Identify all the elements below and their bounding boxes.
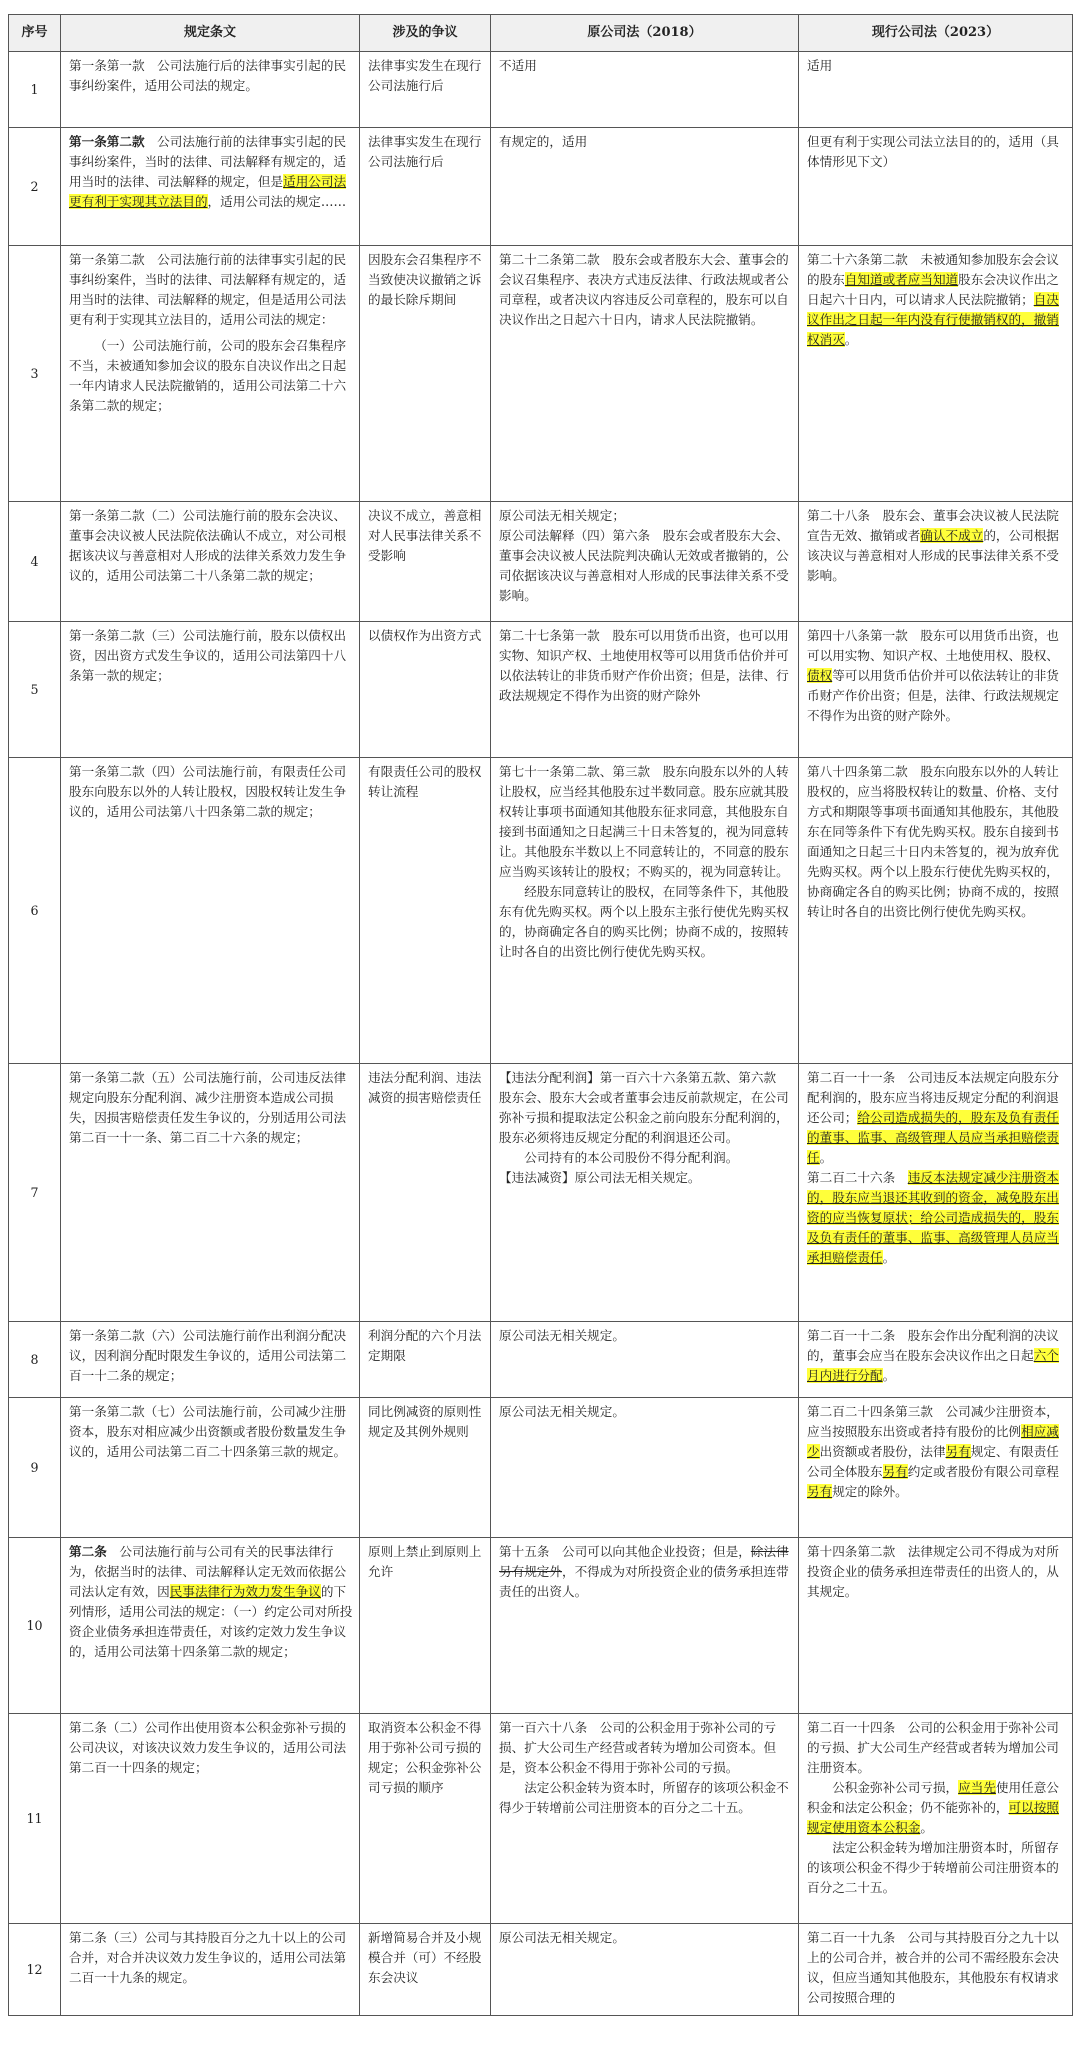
- row-number: 5: [9, 622, 61, 758]
- row-number: 11: [9, 1714, 61, 1924]
- provision-cell: [61, 246, 360, 502]
- old-law-text: ，不得成为对所投资企业的债务承担连带责任的出资人。: [499, 1564, 789, 1599]
- table-row: [9, 502, 1073, 622]
- new-law-highlight: 债权: [807, 668, 833, 683]
- new-law-text: 使用任意公积金和法定公积金；仍不能弥补的，: [807, 1780, 1059, 1815]
- table-row: [9, 1924, 1073, 2016]
- new-law-highlight: 另有: [807, 1484, 833, 1499]
- header-new-law: 现行公司法（2023）: [799, 15, 1073, 52]
- dispute-cell: 利润分配的六个月法定期限: [360, 1322, 491, 1398]
- new-law-highlight: 自决议作出之日起一年内没有行使撤销权的，撤销权消灭: [807, 292, 1059, 347]
- provision-highlight: 民事法律行为效力发生争议: [169, 1584, 321, 1599]
- new-law-highlight: 确认不成立: [920, 528, 984, 543]
- new-law-text: 第二百二十四条第三款 公司减少注册资本，应当按照股东出资或者持有股份的比例: [807, 1404, 1059, 1439]
- new-law-text: 第四十八条第一款 股东可以用货币出资，也可以用实物、知识产权、土地使用权、股权、: [807, 628, 1059, 663]
- old-law-text: 第七十一条第二款、第三款 股东向股东以外的人转让股权，应当经其他股东过半数同意。股东应就其股权转让事项书面通知其他股东征求同意，其他股东自接到书面通知之日起满三十日未答复的，视为同意转让。其他股东半数以上不同意转让的，不同意的股东应当购买该转让的股权；不购买的，视为同意转让。: [499, 764, 789, 879]
- new-law-cell: [799, 246, 1073, 502]
- old-law-strikethrough: 除法律另有规定外: [499, 1544, 789, 1579]
- row-number: 6: [9, 758, 61, 1064]
- row-number: 7: [9, 1064, 61, 1322]
- dispute-cell: 原则上禁止到原则上允许: [360, 1538, 491, 1714]
- old-law-text: 【违法减资】原公司法无相关规定。: [499, 1170, 701, 1185]
- new-law-text: 。: [920, 1820, 933, 1835]
- provision-cell: 第一条第二款（五）公司法施行前，公司违反法律规定向股东分配利润、减少注册资本造成公司损失，因损害赔偿责任发生争议的，分别适用公司法第二百一十一条、第二百二十六条的规定；: [61, 1064, 360, 1322]
- comparison-table: [8, 14, 1073, 2016]
- old-law-cell: [491, 502, 799, 622]
- provision-cell: 第二条（三）公司与其持股百分之九十以上的公司合并，对合并决议效力发生争议的，适用公司法第二百一十九条的规定。: [61, 1924, 360, 2016]
- old-law-cell: 原公司法无相关规定。: [491, 1398, 799, 1538]
- new-law-cell: 但更有利于实现公司法立法目的的，适用（具体情形见下文）: [799, 128, 1073, 246]
- new-law-text: 的，公司根据该决议与善意相对人形成的民事法律关系不受影响。: [807, 528, 1059, 583]
- new-law-text: 第二百二十六条: [807, 1170, 908, 1185]
- dispute-cell: 决议不成立，善意相对人民事法律关系不受影响: [360, 502, 491, 622]
- header-dispute: 涉及的争议: [360, 15, 491, 52]
- table-row: [9, 1322, 1073, 1398]
- provision-text: 第一条第二款 公司法施行前的法律事实引起的民事纠纷案件，当时的法律、司法解释有规定的，适用当时的法律、司法解释的规定，但是适用公司法更有利于实现其立法目的，适用公司法的规定：: [69, 252, 347, 327]
- row-number: 1: [9, 52, 61, 128]
- provision-cell: 第一条第二款（二）公司法施行前的股东会决议、董事会决议被人民法院依法确认不成立，对公司根据该决议与善意相对人形成的法律关系效力发生争议的，适用公司法第二十八条第二款的规定；: [61, 502, 360, 622]
- old-law-cell: 第二十二条第二款 股东会或者股东大会、董事会的会议召集程序、表决方式违反法律、行政法规或者公司章程，或者决议内容违反公司章程的，股东可以自决议作出之日起六十日内，请求人民法院撤销。: [491, 246, 799, 502]
- dispute-cell: 法律事实发生在现行公司法施行后: [360, 128, 491, 246]
- old-law-cell: [491, 1538, 799, 1714]
- old-law-cell: 不适用: [491, 52, 799, 128]
- old-law-cell: 有规定的，适用: [491, 128, 799, 246]
- new-law-highlight: 给公司造成损失的，股东及负有责任的董事、监事、高级管理人员应当承担赔偿责任: [807, 1110, 1059, 1165]
- new-law-cell: [799, 622, 1073, 758]
- new-law-cell: [799, 1064, 1073, 1322]
- new-law-text: 第二十六条第二款 未被通知参加股东会会议的股东: [807, 252, 1059, 287]
- new-law-text: 。: [819, 1150, 833, 1165]
- new-law-text: 法定公积金转为增加注册资本时，所留存的该项公积金不得少于转增前公司注册资本的百分之二十五。: [807, 1840, 1059, 1895]
- header-provision: 规定条文: [61, 15, 360, 52]
- new-law-cell: 适用: [799, 52, 1073, 128]
- dispute-cell: 违法分配利润、违法减资的损害赔偿责任: [360, 1064, 491, 1322]
- new-law-text: 出资额或者股份，法律: [819, 1444, 946, 1459]
- old-law-cell: [491, 758, 799, 1064]
- table-row: [9, 758, 1073, 1064]
- row-number: 2: [9, 128, 61, 246]
- old-law-text: 第一百六十八条 公司的公积金用于弥补公司的亏损、扩大公司生产经营或者转为增加公司资本。但是，资本公积金不得用于弥补公司的亏损。: [499, 1720, 777, 1775]
- dispute-cell: 法律事实发生在现行公司法施行后: [360, 52, 491, 128]
- header-old-law: 原公司法（2018）: [491, 15, 799, 52]
- new-law-text: 约定或者股份有限公司章程: [907, 1464, 1059, 1479]
- provision-cell: [61, 128, 360, 246]
- provision-cell: 第一条第二款（四）公司法施行前，有限责任公司股东向股东以外的人转让股权，因股权转让发生争议的，适用公司法第八十四条第二款的规定；: [61, 758, 360, 1064]
- old-law-text: 第十五条 公司可以向其他企业投资；但是，: [499, 1544, 751, 1559]
- provision-bold: 第一条第二款: [69, 134, 145, 149]
- new-law-text: 第二十八条 股东会、董事会决议被人民法院宣告无效、撤销或者: [807, 508, 1059, 543]
- new-law-text: 第二百一十四条 公司的公积金用于弥补公司的亏损、扩大公司生产经营或者转为增加公司注册资本。: [807, 1720, 1059, 1775]
- new-law-cell: [799, 1398, 1073, 1538]
- new-law-highlight: 可以按照规定使用资本公积金: [807, 1800, 1059, 1835]
- new-law-text: 规定、有限责任公司全体股东: [807, 1444, 1059, 1479]
- old-law-text: 法定公积金转为资本时，所留存的该项公积金不得少于转增前公司注册资本的百分之二十五。: [499, 1780, 789, 1815]
- new-law-highlight: 应当先: [958, 1780, 996, 1795]
- provision-cell: 第一条第二款（三）公司法施行前，股东以债权出资，因出资方式发生争议的，适用公司法第四十八条第一款的规定；: [61, 622, 360, 758]
- new-law-cell: [799, 1322, 1073, 1398]
- new-law-text: 第二百一十二条 股东会作出分配利润的决议的，董事会应当在股东会决议作出之日起: [807, 1328, 1059, 1363]
- provision-cell: 第二条（二）公司作出使用资本公积金弥补亏损的公司决议，对该决议效力发生争议的，适用公司法第二百一十四条的规定；: [61, 1714, 360, 1924]
- new-law-highlight: 违反本法规定减少注册资本的，股东应当退还其收到的资金，减免股东出资的应当恢复原状；给公司造成损失的，股东及负有责任的董事、监事、高级管理人员应当承担赔偿责任: [807, 1170, 1059, 1265]
- row-number: 4: [9, 502, 61, 622]
- table-row: [9, 246, 1073, 502]
- old-law-cell: 原公司法无相关规定。: [491, 1924, 799, 2016]
- row-number: 8: [9, 1322, 61, 1398]
- new-law-text: 规定的除外。: [832, 1484, 908, 1499]
- old-law-text: 公司持有的本公司股份不得分配利润。: [524, 1150, 739, 1165]
- old-law-text: 【违法分配利润】第一百六十六条第五款、第六款 股东会、股东大会或者董事会违反前款规定，在公司弥补亏损和提取法定公积金之前向股东分配利润的，股东必须将违反规定分配的利润退还公司。: [499, 1070, 789, 1145]
- dispute-cell: 新增简易合并及小规模合并（可）不经股东会决议: [360, 1924, 491, 2016]
- new-law-highlight: 自知道或者应当知道: [844, 272, 959, 287]
- new-law-cell: [799, 1714, 1073, 1924]
- provision-cell: 第一条第二款（六）公司法施行前作出利润分配决议，因利润分配时限发生争议的，适用公司法第二百一十二条的规定；: [61, 1322, 360, 1398]
- new-law-text: 。: [882, 1250, 896, 1265]
- new-law-highlight: 另有: [882, 1464, 908, 1479]
- new-law-text: 公积金弥补公司亏损，: [832, 1780, 959, 1795]
- provision-text: 公司法施行前与公司有关的民事法律行为，依据当时的法律、司法解释认定无效而依据公司法认定有效，因: [69, 1544, 347, 1599]
- table-header-row: [9, 15, 1073, 52]
- old-law-cell: [491, 1064, 799, 1322]
- dispute-cell: 有限责任公司的股权转让流程: [360, 758, 491, 1064]
- new-law-highlight: 相应减少: [807, 1424, 1059, 1459]
- dispute-cell: 以债权作为出资方式: [360, 622, 491, 758]
- old-law-text: 原公司法无相关规定；: [499, 508, 625, 523]
- table-row: [9, 1714, 1073, 1924]
- table-row: [9, 1538, 1073, 1714]
- old-law-cell: [491, 1714, 799, 1924]
- new-law-text: 。: [882, 1368, 896, 1383]
- new-law-cell: 第八十四条第二款 股东向股东以外的人转让股权的，应当将股权转让的数量、价格、支付方式和期限等事项书面通知其他股东，其他股东在同等条件下有优先购买权。股东自接到书面通知之日起三十日内未答复的，视为放弃优先购买权。两个以上股东行使优先购买权的，协商确定各自的购买比例；协商不成的，按照转让时各自的出资比例行使优先购买权。: [799, 758, 1073, 1064]
- new-law-text: 。: [844, 332, 858, 347]
- new-law-text: 股东会决议作出之日起六十日内，可以请求人民法院撤销；: [807, 272, 1059, 307]
- new-law-text: 等可以用货币估价并可以依法转让的非货币财产作价出资；但是，法律、行政法规规定不得作为出资的财产除外。: [807, 668, 1059, 723]
- provision-text: ，适用公司法的规定……: [207, 194, 347, 209]
- provision-text: 的下列情形，适用公司法的规定：（一）约定公司对所投资企业债务承担连带责任，对该约定效力发生争议的，适用公司法第十四条第二款的规定；: [69, 1584, 353, 1659]
- new-law-text: 第二百一十一条 公司违反本法规定向股东分配利润的，股东应当将违反规定分配的利润退还公司；: [807, 1070, 1059, 1125]
- row-number: 9: [9, 1398, 61, 1538]
- row-number: 3: [9, 246, 61, 502]
- new-law-cell: 第二百一十九条 公司与其持股百分之九十以上的公司合并，被合并的公司不需经股东会决议，但应当通知其他股东，其他股东有权请求公司按照合理的: [799, 1924, 1073, 2016]
- old-law-text: 原公司法解释（四）第六条 股东会或者股东大会、董事会决议被人民法院判决确认无效或者撤销的，公司依据该决议与善意相对人形成的民事法律关系不受影响。: [499, 528, 789, 603]
- new-law-highlight: 六个月内进行分配: [807, 1348, 1059, 1383]
- dispute-cell: 因股东会召集程序不当致使决议撤销之诉的最长除斥期间: [360, 246, 491, 502]
- old-law-cell: 第二十七条第一款 股东可以用货币出资，也可以用实物、知识产权、土地使用权等可以用货币估价并可以依法转让的非货币财产作价出资；但是，法律、行政法规规定不得作为出资的财产除外: [491, 622, 799, 758]
- table-row: [9, 622, 1073, 758]
- old-law-cell: 原公司法无相关规定。: [491, 1322, 799, 1398]
- table-row: [9, 128, 1073, 246]
- dispute-cell: 同比例减资的原则性规定及其例外规则: [360, 1398, 491, 1538]
- provision-highlight: 适用公司法更有利于实现其立法目的: [69, 174, 347, 209]
- header-no: 序号: [9, 15, 61, 52]
- dispute-cell: 取消资本公积金不得用于弥补公司亏损的规定；公积金弥补公司亏损的顺序: [360, 1714, 491, 1924]
- row-number: 12: [9, 1924, 61, 2016]
- row-number: 10: [9, 1538, 61, 1714]
- table-row: [9, 1064, 1073, 1322]
- old-law-text: 经股东同意转让的股权，在同等条件下，其他股东有优先购买权。两个以上股东主张行使优先购买权的，协商确定各自的购买比例；协商不成的，按照转让时各自的出资比例行使优先购买权。: [499, 884, 789, 959]
- provision-cell: 第一条第二款（七）公司法施行前，公司减少注册资本，股东对相应减少出资额或者股份数量发生争议的，适用公司法第二百二十四条第三款的规定。: [61, 1398, 360, 1538]
- provision-cell: [61, 1538, 360, 1714]
- new-law-cell: 第十四条第二款 法律规定公司不得成为对所投资企业的债务承担连带责任的出资人的，从其规定。: [799, 1538, 1073, 1714]
- provision-cell: 第一条第一款 公司法施行后的法律事实引起的民事纠纷案件，适用公司法的规定。: [61, 52, 360, 128]
- new-law-highlight: 另有: [945, 1444, 971, 1459]
- provision-bold: 第二条: [69, 1544, 107, 1559]
- table-row: [9, 52, 1073, 128]
- table-row: [9, 1398, 1073, 1538]
- provision-item: （一）公司法施行前，公司的股东会召集程序不当，未被通知参加会议的股东自决议作出之日起一年内请求人民法院撤销的，适用公司法第二十六条第二款的规定；: [69, 338, 347, 413]
- provision-text: 公司法施行前的法律事实引起的民事纠纷案件，当时的法律、司法解释有规定的，适用当时的法律、司法解释的规定，但是: [69, 134, 347, 189]
- new-law-cell: [799, 502, 1073, 622]
